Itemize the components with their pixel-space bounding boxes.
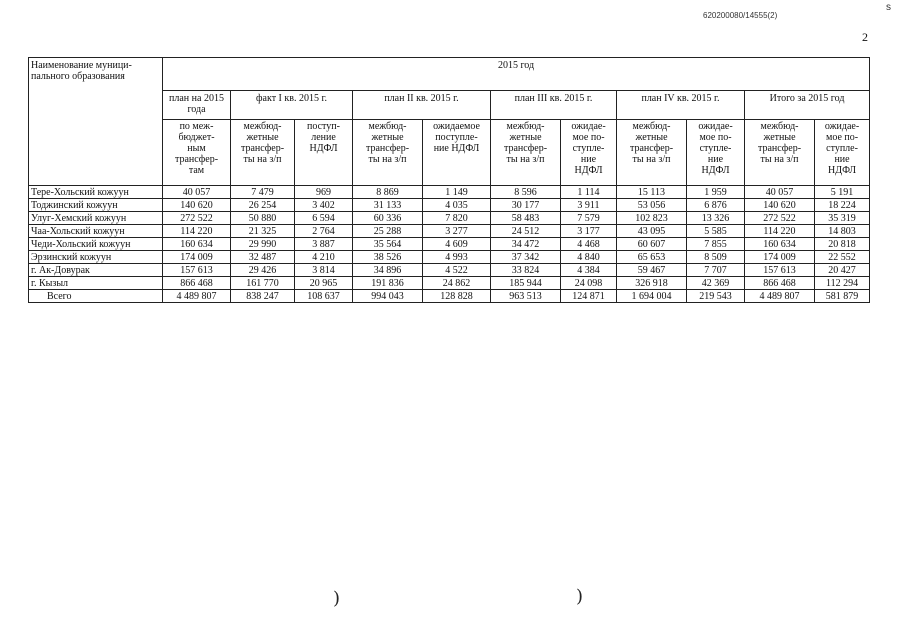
table-cell: 20 427: [815, 264, 870, 277]
table-cell: 3 402: [295, 199, 353, 212]
group-header-plan-q4: план IV кв. 2015 г.: [617, 91, 745, 120]
table-cell: 112 294: [815, 277, 870, 290]
table-row: [29, 199, 870, 212]
total-cell: 838 247: [231, 290, 295, 303]
municipality-name: Тере-Хольский кожуун: [29, 186, 163, 199]
table-cell: 3 814: [295, 264, 353, 277]
subheader-ndfl: ожидае- мое по- ступле- ние НДФЛ: [687, 120, 745, 186]
table-cell: 22 552: [815, 251, 870, 264]
municipality-name-header: Наименование муници- пального образования: [29, 58, 163, 186]
table-row: [29, 238, 870, 251]
table-cell: 13 326: [687, 212, 745, 225]
table-cell: 272 522: [745, 212, 815, 225]
group-header-plan-q3: план III кв. 2015 г.: [491, 91, 617, 120]
table-cell: 7 579: [561, 212, 617, 225]
table-cell: 58 483: [491, 212, 561, 225]
municipality-name: Чаа-Хольский кожуун: [29, 225, 163, 238]
table-cell: 326 918: [617, 277, 687, 290]
header-row-year: [29, 58, 870, 91]
table-cell: 40 057: [745, 186, 815, 199]
table-cell: 969: [295, 186, 353, 199]
table-cell: 4 522: [423, 264, 491, 277]
table-cell: 25 288: [353, 225, 423, 238]
table-cell: 4 035: [423, 199, 491, 212]
table-cell: 29 426: [231, 264, 295, 277]
total-cell: 1 694 004: [617, 290, 687, 303]
total-cell: 219 543: [687, 290, 745, 303]
table-cell: 53 056: [617, 199, 687, 212]
table-cell: 6 594: [295, 212, 353, 225]
subheader-transfers: межбюд- жетные трансфер- ты на з/п: [617, 120, 687, 186]
total-cell: 4 489 807: [163, 290, 231, 303]
table-cell: 161 770: [231, 277, 295, 290]
table-cell: 160 634: [163, 238, 231, 251]
table-row: [29, 212, 870, 225]
table-cell: 7 855: [687, 238, 745, 251]
table-cell: 866 468: [163, 277, 231, 290]
table-row: [29, 277, 870, 290]
subheader-transfers: по меж- бюджет- ным трансфер- там: [163, 120, 231, 186]
municipality-name: г. Ак-Довурак: [29, 264, 163, 277]
table-cell: 50 880: [231, 212, 295, 225]
table-cell: 33 824: [491, 264, 561, 277]
table-cell: 30 177: [491, 199, 561, 212]
table-cell: 21 325: [231, 225, 295, 238]
group-header-fact-q1: факт I кв. 2015 г.: [231, 91, 353, 120]
table-cell: 272 522: [163, 212, 231, 225]
table-cell: 7 479: [231, 186, 295, 199]
municipality-name: Эрзинский кожуун: [29, 251, 163, 264]
table-cell: 31 133: [353, 199, 423, 212]
subheader-ndfl: ожидаемое поступле- ние НДФЛ: [423, 120, 491, 186]
table-cell: 160 634: [745, 238, 815, 251]
municipality-name: Улуг-Хемский кожуун: [29, 212, 163, 225]
table-cell: 3 177: [561, 225, 617, 238]
table-cell: 65 653: [617, 251, 687, 264]
table-cell: 42 369: [687, 277, 745, 290]
table-cell: 60 607: [617, 238, 687, 251]
table-cell: 1 959: [687, 186, 745, 199]
table-cell: 2 764: [295, 225, 353, 238]
table-cell: 6 876: [687, 199, 745, 212]
table-cell: 102 823: [617, 212, 687, 225]
table-cell: 34 896: [353, 264, 423, 277]
table-cell: 20 818: [815, 238, 870, 251]
table-cell: 7 707: [687, 264, 745, 277]
stray-mark: ): [576, 586, 584, 607]
table-cell: 26 254: [231, 199, 295, 212]
table-cell: 5 191: [815, 186, 870, 199]
table-cell: 140 620: [745, 199, 815, 212]
table-cell: 4 468: [561, 238, 617, 251]
table-cell: 24 098: [561, 277, 617, 290]
table-cell: 157 613: [163, 264, 231, 277]
table-cell: 4 210: [295, 251, 353, 264]
table-row: [29, 225, 870, 238]
page-number: 2: [862, 30, 868, 44]
total-label: Всего: [29, 290, 163, 303]
table-cell: 114 220: [163, 225, 231, 238]
subheader-transfers: межбюд- жетные трансфер- ты на з/п: [231, 120, 295, 186]
table-cell: 7 820: [423, 212, 491, 225]
table-cell: 140 620: [163, 199, 231, 212]
total-cell: 581 879: [815, 290, 870, 303]
table-cell: 37 342: [491, 251, 561, 264]
table-cell: 185 944: [491, 277, 561, 290]
table-cell: 34 472: [491, 238, 561, 251]
table-cell: 4 993: [423, 251, 491, 264]
subheader-ndfl: ожидае- мое по- ступле- ние НДФЛ: [815, 120, 870, 186]
group-header-plan-year: план на 2015 года: [163, 91, 231, 120]
total-cell: 108 637: [295, 290, 353, 303]
table-cell: 18 224: [815, 199, 870, 212]
table-row: [29, 251, 870, 264]
total-cell: 994 043: [353, 290, 423, 303]
table-cell: 14 803: [815, 225, 870, 238]
table-cell: 15 113: [617, 186, 687, 199]
table-row: [29, 264, 870, 277]
total-cell: 963 513: [491, 290, 561, 303]
table-cell: 4 384: [561, 264, 617, 277]
table-cell: 60 336: [353, 212, 423, 225]
table-cell: 1 149: [423, 186, 491, 199]
table-cell: 24 862: [423, 277, 491, 290]
subheader-transfers: межбюд- жетные трансфер- ты на з/п: [745, 120, 815, 186]
municipality-name: Тоджинский кожуун: [29, 199, 163, 212]
table-cell: 174 009: [745, 251, 815, 264]
table-cell: 24 512: [491, 225, 561, 238]
table-cell: 5 585: [687, 225, 745, 238]
group-header-plan-q2: план II кв. 2015 г.: [353, 91, 491, 120]
group-header-total-year: Итого за 2015 год: [745, 91, 870, 120]
total-cell: 4 489 807: [745, 290, 815, 303]
table-cell: 40 057: [163, 186, 231, 199]
table-cell: 157 613: [745, 264, 815, 277]
table-cell: 3 911: [561, 199, 617, 212]
table-cell: 8 869: [353, 186, 423, 199]
corner-mark: s: [886, 2, 891, 13]
table-cell: 866 468: [745, 277, 815, 290]
table-cell: 114 220: [745, 225, 815, 238]
table-cell: 59 467: [617, 264, 687, 277]
table-row: [29, 186, 870, 199]
stray-mark: ): [333, 588, 341, 609]
document-id: 620200080/14555(2): [703, 11, 778, 20]
table-cell: 4 609: [423, 238, 491, 251]
budget-transfers-table: [28, 57, 870, 303]
table-cell: 3 277: [423, 225, 491, 238]
subheader-transfers: межбюд- жетные трансфер- ты на з/п: [353, 120, 423, 186]
total-cell: 124 871: [561, 290, 617, 303]
table-cell: 1 114: [561, 186, 617, 199]
total-cell: 128 828: [423, 290, 491, 303]
table-cell: 174 009: [163, 251, 231, 264]
year-header: 2015 год: [163, 58, 870, 91]
table-cell: 29 990: [231, 238, 295, 251]
total-row: [29, 290, 870, 303]
municipality-name: Чеди-Хольский кожуун: [29, 238, 163, 251]
table-cell: 35 564: [353, 238, 423, 251]
table-cell: 20 965: [295, 277, 353, 290]
subheader-ndfl: ожидае- мое по- ступле- ние НДФЛ: [561, 120, 617, 186]
municipality-name: г. Кызыл: [29, 277, 163, 290]
table-cell: 38 526: [353, 251, 423, 264]
subheader-transfers: межбюд- жетные трансфер- ты на з/п: [491, 120, 561, 186]
table-cell: 3 887: [295, 238, 353, 251]
table-cell: 8 596: [491, 186, 561, 199]
subheader-ndfl: поступ- ление НДФЛ: [295, 120, 353, 186]
table-cell: 32 487: [231, 251, 295, 264]
table-cell: 191 836: [353, 277, 423, 290]
table-cell: 43 095: [617, 225, 687, 238]
table-cell: 4 840: [561, 251, 617, 264]
table-cell: 35 319: [815, 212, 870, 225]
table-cell: 8 509: [687, 251, 745, 264]
